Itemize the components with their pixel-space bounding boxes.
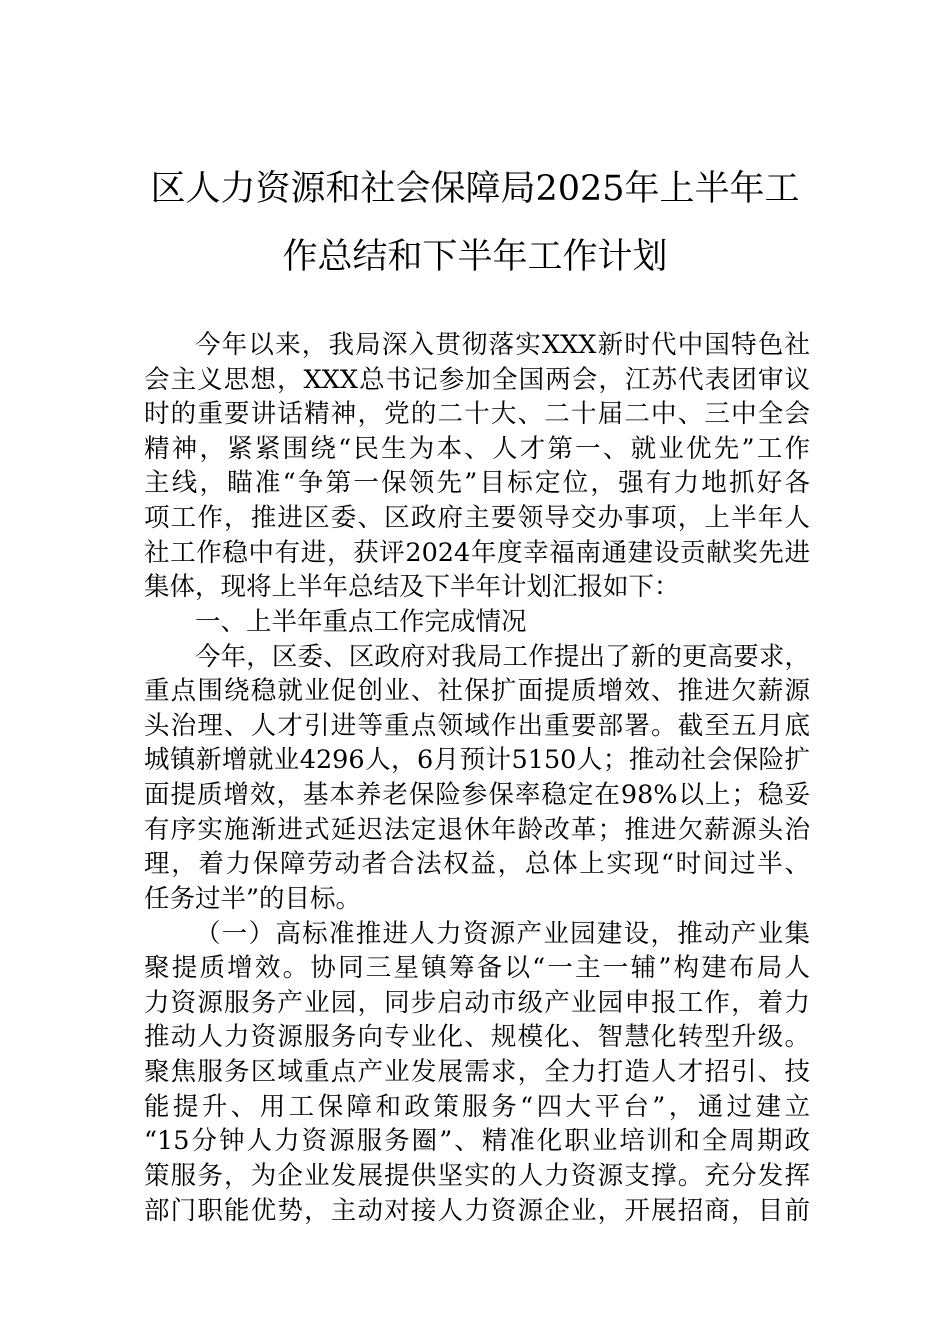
paragraph-line: 时的重要讲话精神，党的二十大、二十届二中、三中全会 — [144, 399, 810, 429]
paragraph-line: 推动人力资源服务向专业化、规模化、智慧化转型升级。 — [144, 1022, 810, 1052]
paragraph-line: 聚焦服务区域重点产业发展需求，全力打造人才招引、技 — [144, 1057, 810, 1087]
document-title-line-1: 区人力资源和社会保障局2025年上半年工 — [150, 169, 800, 209]
paragraph-line: 头治理、人才引进等重点领域作出重要部署。截至五月底 — [144, 711, 810, 741]
section-heading: 一、上半年重点工作完成情况 — [195, 607, 527, 637]
paragraph-line: 能提升、用工保障和政策服务“四大平台”，通过建立 — [144, 1092, 810, 1122]
paragraph-line: 城镇新增就业4296人，6月预计5150人；推动社会保险扩 — [144, 745, 810, 775]
paragraph-line: 主线，瞄准“争第一保领先”目标定位，强有力地抓好各 — [144, 468, 810, 498]
paragraph-line: 理，着力保障劳动者合法权益，总体上实现“时间过半、 — [144, 849, 810, 879]
paragraph-line: 部门职能优势，主动对接人力资源企业，开展招商，目前 — [144, 1196, 810, 1226]
paragraph-line: 有序实施渐进式延迟法定退休年龄改革；推进欠薪源头治 — [144, 815, 810, 845]
paragraph-line: “15分钟人力资源服务圈”、精准化职业培训和全周期政 — [144, 1126, 810, 1156]
paragraph-line: 社工作稳中有进，获评2024年度幸福南通建设贡献奖先进 — [144, 538, 810, 568]
paragraph-line: 聚提质增效。协同三星镇筹备以“一主一辅”构建布局人 — [144, 953, 810, 983]
subsection-heading-line: （一）高标准推进人力资源产业园建设，推动产业集 — [195, 919, 810, 949]
paragraph-line: 精神，紧紧围绕“民生为本、人才第一、就业优先”工作 — [144, 434, 810, 464]
paragraph-line: 重点围绕稳就业促创业、社保扩面提质增效、推进欠薪源 — [144, 676, 810, 706]
document-title-line-2: 作总结和下半年工作计划 — [282, 237, 668, 277]
paragraph-line: 集体，现将上半年总结及下半年计划汇报如下： — [144, 572, 680, 602]
paragraph-line: 今年，区委、区政府对我局工作提出了新的更高要求， — [195, 642, 810, 672]
paragraph-line: 今年以来，我局深入贯彻落实XXX新时代中国特色社 — [195, 330, 810, 360]
paragraph-line: 任务过半”的目标。 — [144, 884, 362, 914]
paragraph-line: 面提质增效，基本养老保险参保率稳定在98%以上；稳妥 — [144, 780, 810, 810]
paragraph-line: 力资源服务产业园，同步启动市级产业园申报工作，着力 — [144, 988, 810, 1018]
paragraph-line: 项工作，推进区委、区政府主要领导交办事项，上半年人 — [144, 503, 810, 533]
paragraph-line: 会主义思想，XXX总书记参加全国两会，江苏代表团审议 — [144, 365, 810, 395]
paragraph-line: 策服务，为企业发展提供坚实的人力资源支撑。充分发挥 — [144, 1161, 810, 1191]
